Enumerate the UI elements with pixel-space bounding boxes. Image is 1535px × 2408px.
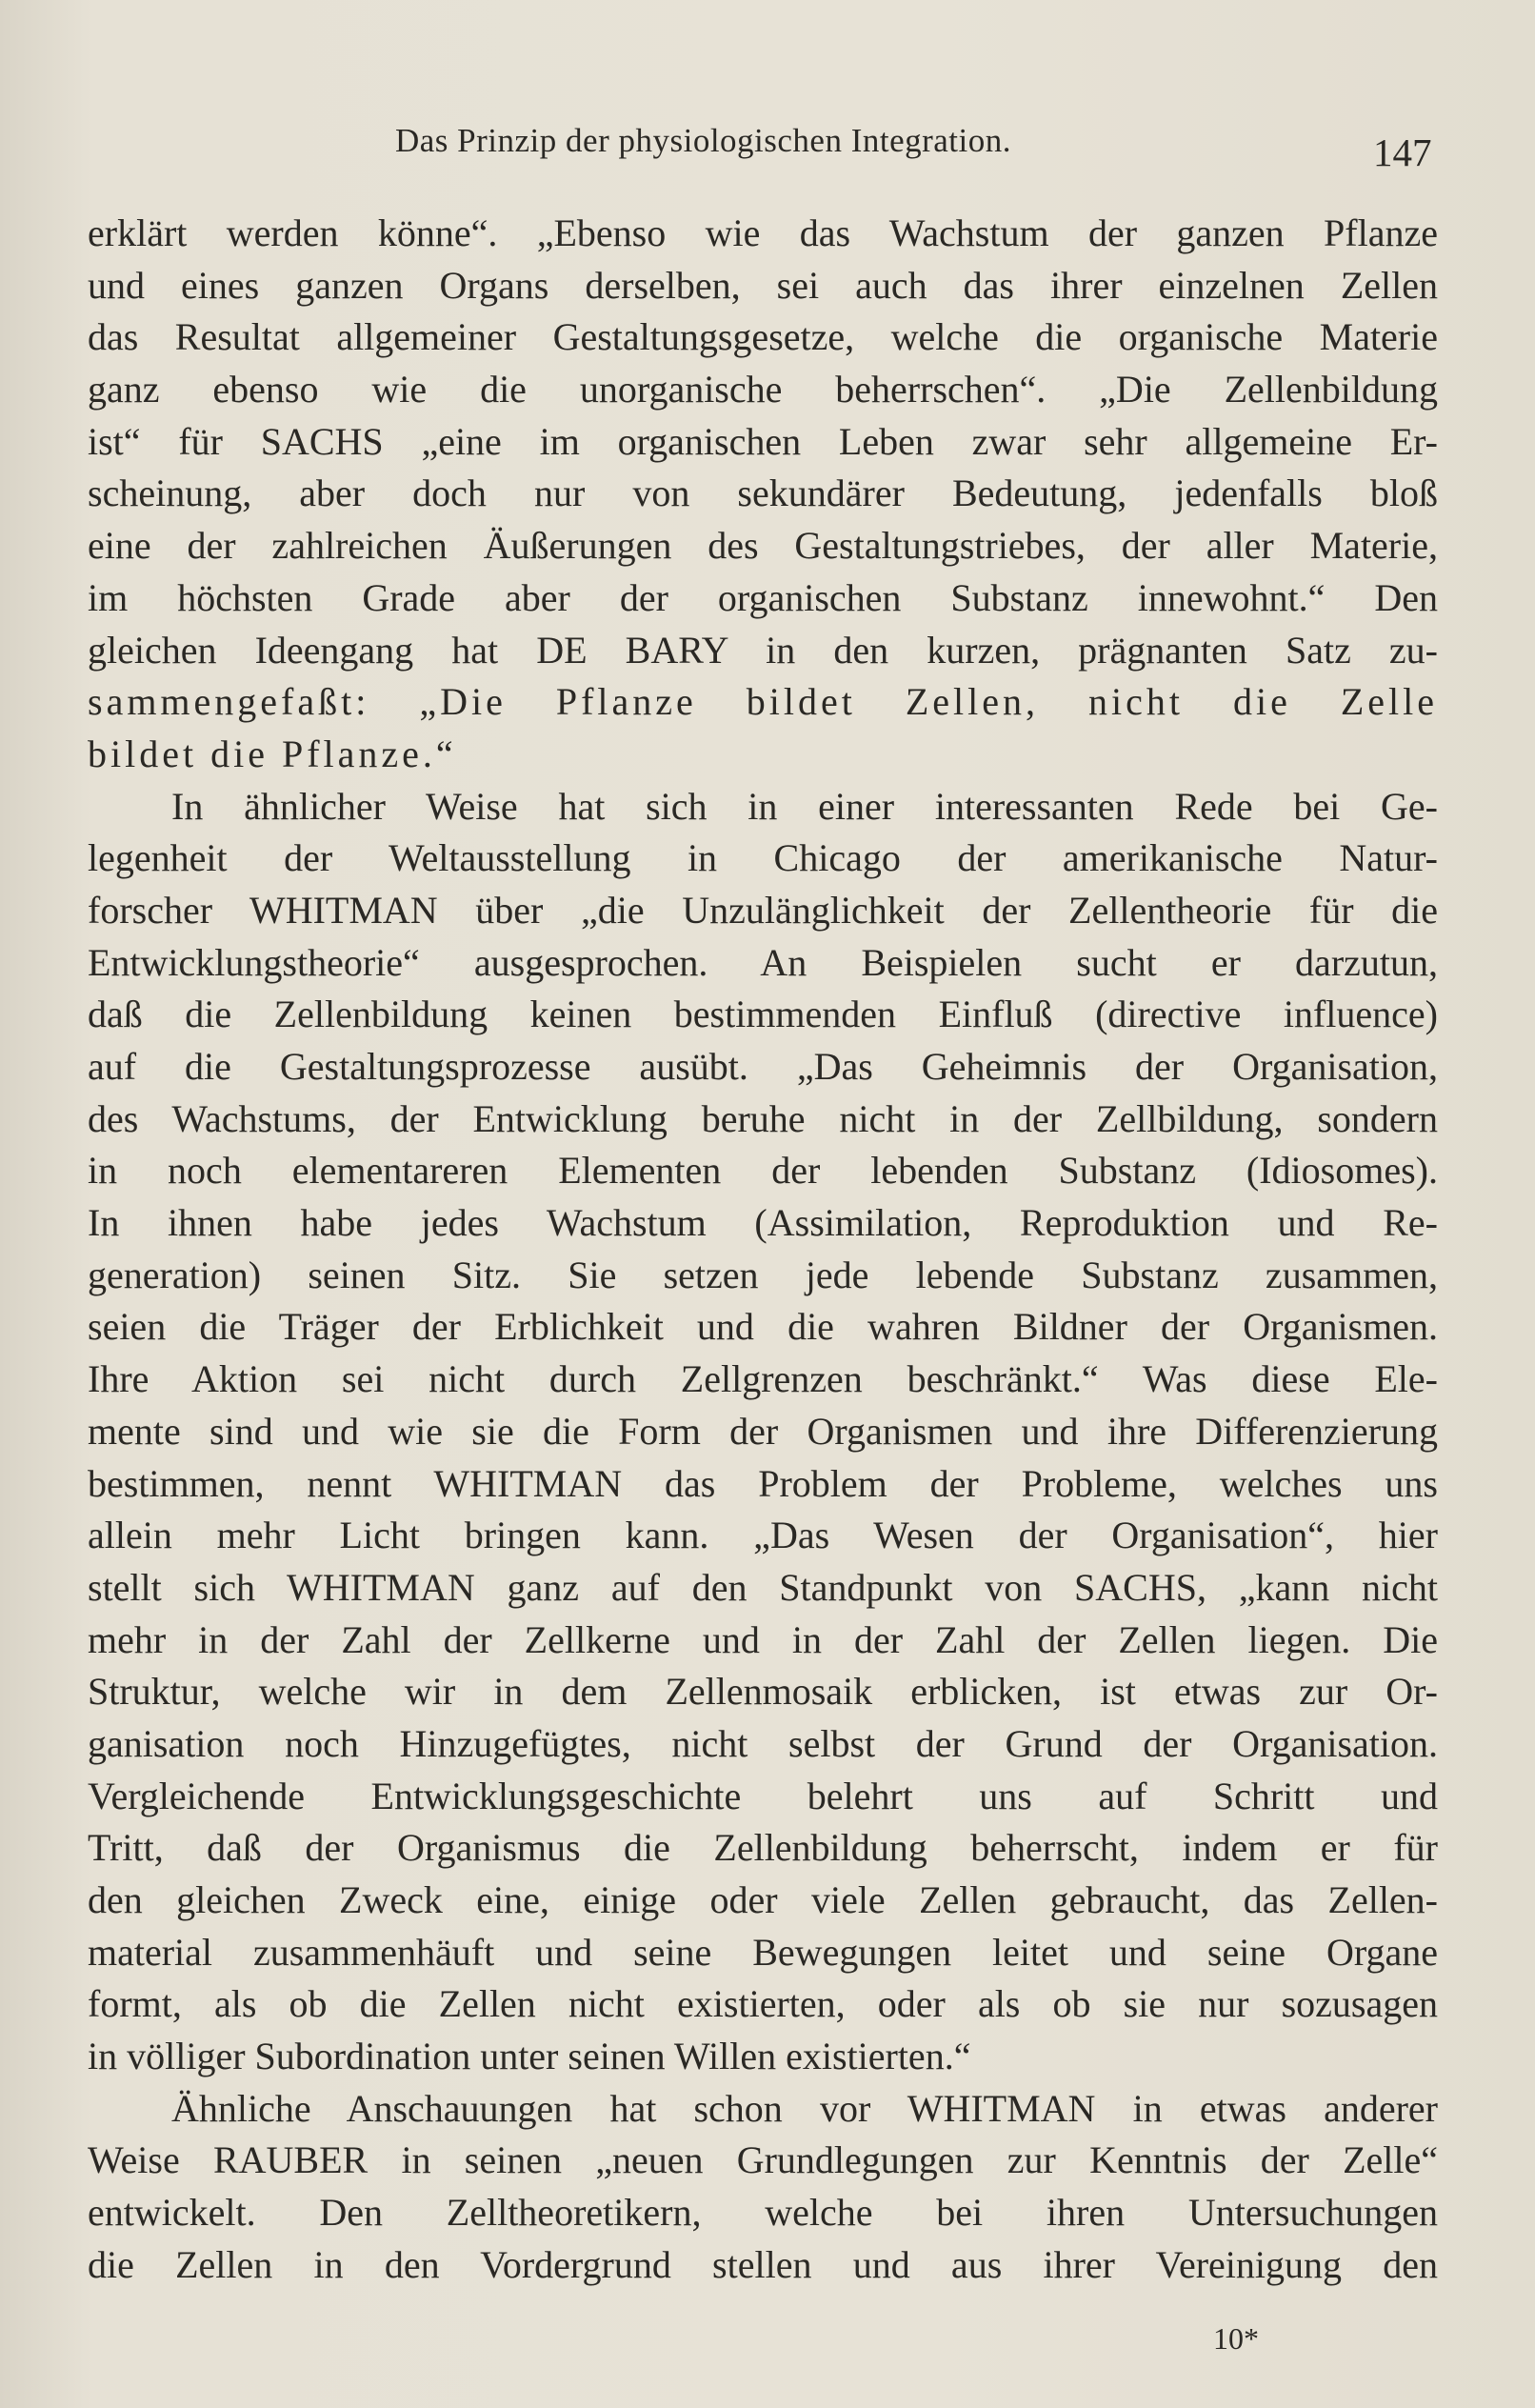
text-line: auf die Gestaltungsprozesse ausübt. „Das Geheimnis der Organisation, <box>88 1045 1438 1088</box>
text-line: des Wachstums, der Entwicklung beruhe nicht in der Zellbildung, sondern <box>88 1096 1438 1140</box>
text-line: scheinung, aber doch nur von sekundärer Bedeutung, jedenfalls bloß <box>88 472 1438 515</box>
text-line: und eines ganzen Organs derselben, sei auch das ihrer einzelnen Zellen <box>88 263 1438 307</box>
text-line: in noch elementareren Elementen der lebenden Substanz (Idiosomes). <box>88 1149 1438 1193</box>
text-line: in völliger Subordination unter seinen Willen existierten.“ <box>88 2035 971 2078</box>
text-line: generation) seinen Sitz. Sie setzen jede lebende Substanz zusammen, <box>88 1253 1438 1296</box>
text-line: erklärt werden könne“. „Ebenso wie das Wachstum der ganzen Pflanze <box>88 211 1438 254</box>
text-line: die Zellen in den Vordergrund stellen und aus ihrer Vereinigung den <box>88 2242 1438 2286</box>
text-line: sammengefaßt: „Die Pflanze bildet Zellen, nicht die Zelle <box>88 680 1438 724</box>
text-line: ganisation noch Hinzugefügtes, nicht selbst der Grund der Organisation. <box>88 1721 1438 1765</box>
text-line: Struktur, welche wir in dem Zellenmosaik erblicken, ist etwas zur Or- <box>88 1670 1438 1714</box>
text-line: Weise RAUBER in seinen „neuen Grundlegungen zur Kenntnis der Zelle“ <box>88 2138 1438 2182</box>
text-line: daß die Zellenbildung keinen bestimmenden Einfluß (directive influence) <box>88 993 1438 1036</box>
text-line: den gleichen Zweck eine, einige oder viele Zellen gebraucht, das Zellen- <box>88 1878 1438 1921</box>
text-line: mente sind und wie sie die Form der Organismen und ihre Differenzierung <box>88 1409 1438 1453</box>
text-line: im höchsten Grade aber der organischen Substanz innewohnt.“ Den <box>88 575 1438 619</box>
text-line: Entwicklungstheorie“ ausgesprochen. An Beispielen sucht er darzutun, <box>88 940 1438 984</box>
running-head <box>0 112 1535 174</box>
text-line: Ihre Aktion sei nicht durch Zellgrenzen beschränkt.“ Was diese Ele- <box>88 1357 1438 1401</box>
text-line: entwickelt. Den Zelltheoretikern, welche bei ihren Untersuchungen <box>88 2191 1438 2235</box>
text-line: ganz ebenso wie die unorganische beherrschen“. „Die Zellenbildung <box>88 368 1438 411</box>
text-line: bildet die Pflanze.“ <box>88 732 457 775</box>
text-line: allein mehr Licht bringen kann. „Das Wesen der Organisation“, hier <box>88 1514 1438 1557</box>
running-title: Das Prinzip der physiologischen Integration. <box>395 122 1012 159</box>
text-line: mehr in der Zahl der Zellkerne und in der Zahl der Zellen liegen. Die <box>88 1617 1438 1661</box>
text-line: seien die Träger der Erblichkeit und die wahren Bildner der Organismen. <box>88 1305 1438 1349</box>
text-line: eine der zahlreichen Äußerungen des Gestaltungstriebes, der aller Materie, <box>88 524 1438 568</box>
text-line: gleichen Ideengang hat DE BARY in den kurzen, prägnanten Satz zu- <box>88 628 1438 672</box>
text-line: forscher WHITMAN über „die Unzulänglichkeit der Zellentheorie für die <box>88 888 1438 932</box>
signature-mark: 10* <box>1213 2321 1259 2356</box>
text-line: Vergleichende Entwicklungsgeschichte belehrt uns auf Schritt und <box>88 1774 1438 1817</box>
paragraph-start-line: In ähnlicher Weise hat sich in einer interessanten Rede bei Ge- <box>171 784 1438 828</box>
text-line: Tritt, daß der Organismus die Zellenbildung beherrscht, indem er für <box>88 1826 1438 1870</box>
paragraph-start-line: Ähnliche Anschauungen hat schon vor WHITMAN in etwas anderer <box>171 2086 1438 2130</box>
text-line: das Resultat allgemeiner Gestaltungsgesetze, welche die organische Materie <box>88 315 1438 359</box>
text-line: legenheit der Weltausstellung in Chicago der amerikanische Natur- <box>88 836 1438 880</box>
page-number: 147 <box>1373 130 1432 174</box>
body-text <box>88 208 1438 2292</box>
text-line: material zusammenhäuft und seine Bewegungen leitet und seine Organe <box>88 1930 1438 1974</box>
text-line: stellt sich WHITMAN ganz auf den Standpunkt von SACHS, „kann nicht <box>88 1565 1438 1609</box>
text-line: In ihnen habe jedes Wachstum (Assimilation, Reproduktion und Re- <box>88 1201 1438 1245</box>
text-line: formt, als ob die Zellen nicht existierten, oder als ob sie nur sozusagen <box>88 1982 1438 2026</box>
text-line: ist“ für SACHS „eine im organischen Leben zwar sehr allgemeine Er- <box>88 419 1438 463</box>
text-line: bestimmen, nennt WHITMAN das Problem der Probleme, welches uns <box>88 1461 1438 1505</box>
